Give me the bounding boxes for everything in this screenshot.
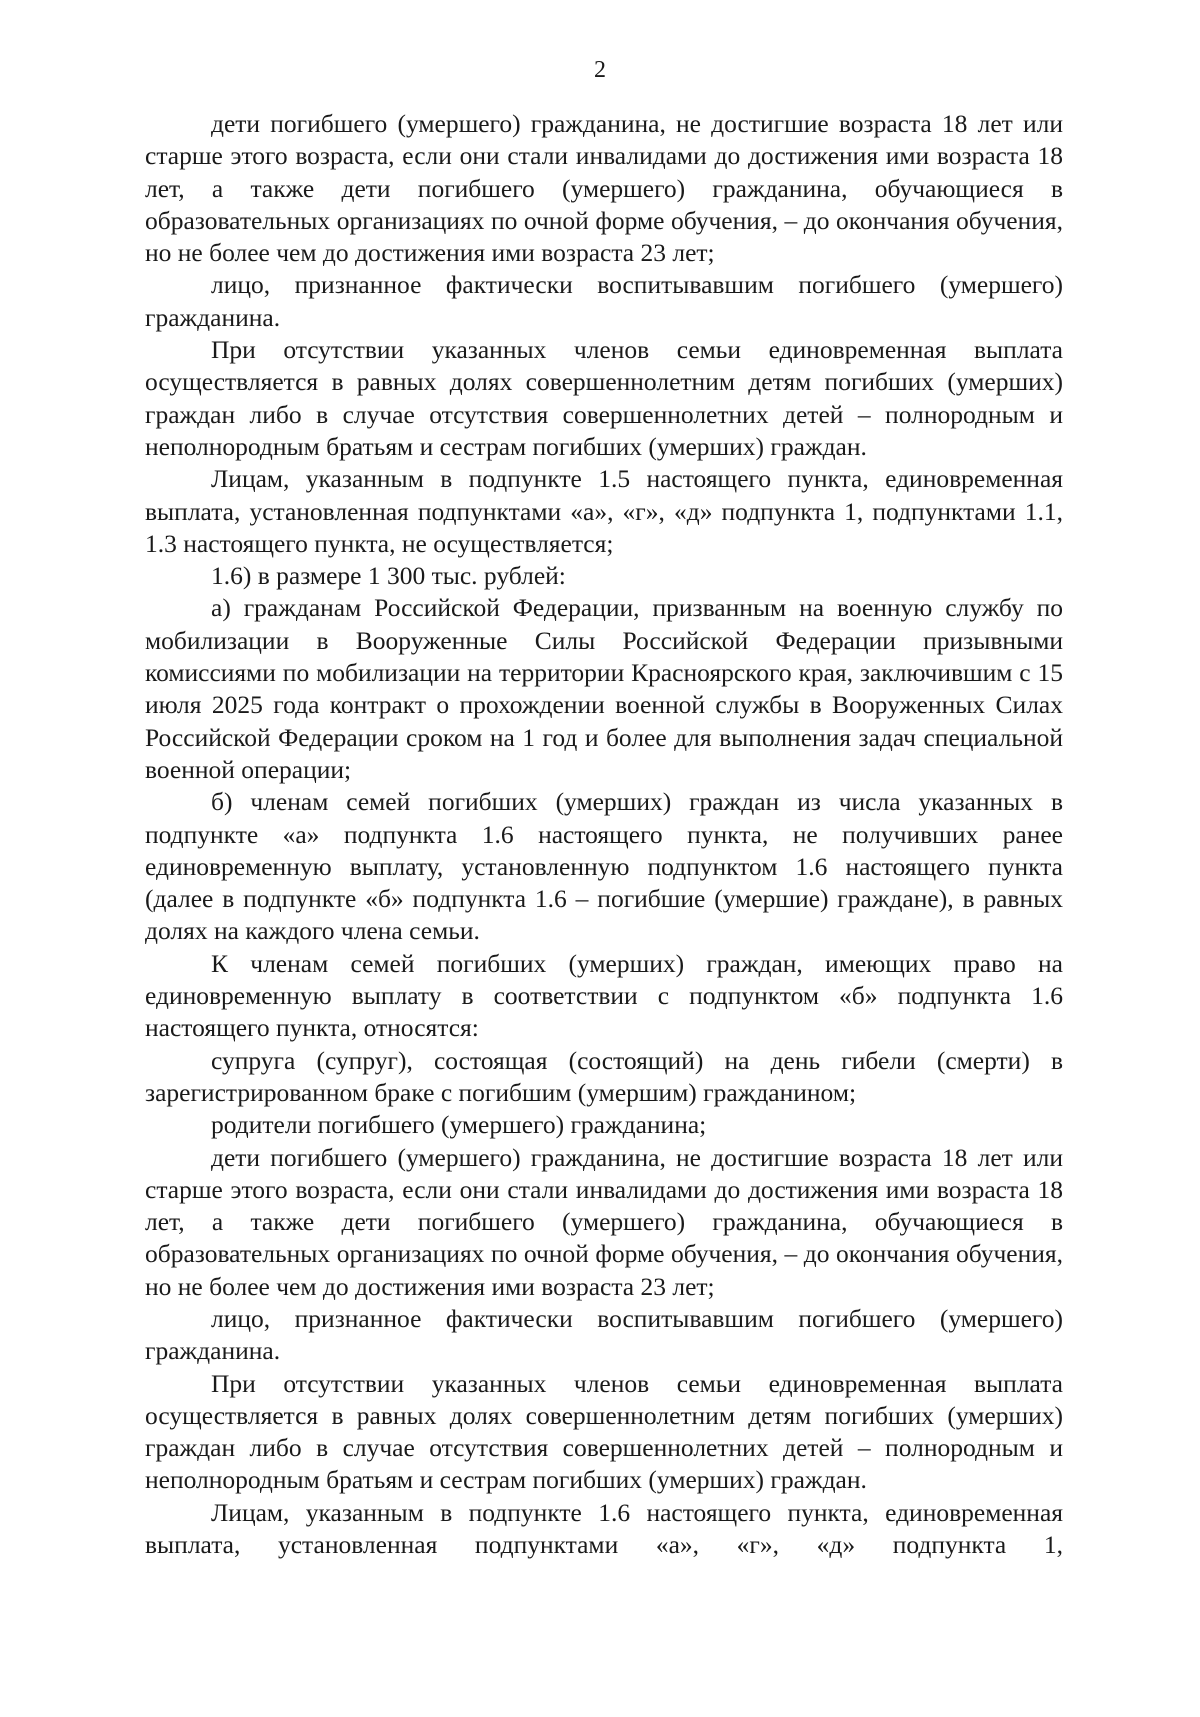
paragraph: дети погибшего (умершего) гражданина, не достигшие возраста 18 лет или старше этого возраста, если они стали инвалидами до достижения ими возраста 18 лет, а также дети погибшего (умершего) гражданина, обучающиеся в образовательных организациях по очной форме обучения, – до окончания обучения, но не более чем до достижения ими возраста 23 лет; [145, 109, 1063, 268]
paragraph: родители погибшего (умершего) гражданина; [211, 1110, 707, 1140]
paragraph: лицо, признанное фактически воспитывавшим погибшего (умершего) гражданина. [145, 270, 1063, 332]
paragraph: Лицам, указанным в подпункте 1.6 настоящего пункта, единовременная выплата, установленная подпунктами «а», «г», «д» подпункта 1, [145, 1497, 1063, 1560]
paragraph: дети погибшего (умершего) гражданина, не достигшие возраста 18 лет или старше этого возраста, если они стали инвалидами до достижения ими возраста 18 лет, а также дети погибшего (умершего) гражданина, обучающиеся в образовательных организациях по очной форме обучения, – до окончания обучения, но не более чем до достижения ими возраста 23 лет; [145, 1142, 1063, 1301]
paragraph: При отсутствии указанных членов семьи единовременная выплата осуществляется в равных долях совершеннолетним детям погибших (умерших) граждан либо в случае отсутствия совершеннолетних детей – полнородным и неполнородным братьям и сестрам погибших (умерших) граждан. [145, 1368, 1063, 1495]
paragraph: а) гражданам Российской Федерации, призванным на военную службу по мобилизации в Вооруженные Силы Российской Федерации призывными комиссиями по мобилизации на территории Красноярского края, заключившим с 15 июля 2025 года контракт о прохождении военной службы в Вооруженных Силах Российской Федерации сроком на 1 год и более для выполнения задач специальной военной операции; [145, 593, 1063, 784]
paragraph: супруга (супруг), состоящая (состоящий) на день гибели (смерти) в зарегистрированном браке с погибшим (умершим) гражданином; [145, 1045, 1063, 1107]
paragraph: 1.6) в размере 1 300 тыс. рублей: [211, 561, 566, 591]
document-body [145, 108, 1063, 1561]
paragraph: Лицам, указанным в подпункте 1.5 настоящего пункта, единовременная выплата, установленная подпунктами «а», «г», «д» подпункта 1, подпунктами 1.1, 1.3 настоящего пункта, не осуществляется; [145, 464, 1063, 558]
page-number: 2 [594, 57, 606, 83]
paragraph: К членам семей погибших (умерших) граждан, имеющих право на единовременную выплату в соответствии с подпунктом «б» подпункта 1.6 настоящего пункта, относятся: [145, 948, 1063, 1043]
paragraph: При отсутствии указанных членов семьи единовременная выплата осуществляется в равных долях совершеннолетним детям погибших (умерших) граждан либо в случае отсутствия совершеннолетних детей – полнородным и неполнородным братьям и сестрам погибших (умерших) граждан. [145, 335, 1063, 461]
paragraph: б) членам семей погибших (умерших) граждан из числа указанных в подпункте «а» подпункта 1.6 настоящего пункта, не получивших ранее единовременную выплату, установленную подпунктом 1.6 настоящего пункта (далее в подпункте «б» подпункта 1.6 – погибшие (умершие) граждане), в равных долях на каждого члена семьи. [145, 787, 1063, 946]
paragraph: лицо, признанное фактически воспитывавшим погибшего (умершего) гражданина. [145, 1303, 1063, 1366]
